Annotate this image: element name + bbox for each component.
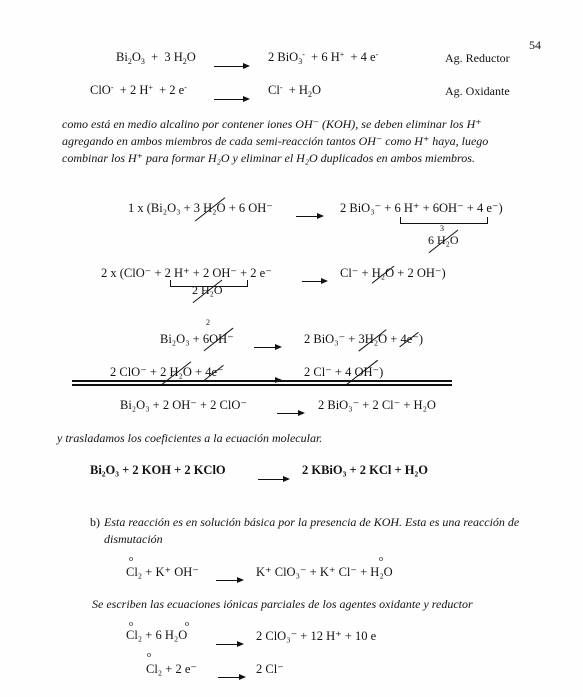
reaction-arrow [254,470,292,488]
equation-cl2-oxidation: Cl₂ + 6 H₂O [126,628,188,642]
equation-dismutation: Cl₂ + K⁺ OH⁻ [126,565,199,579]
reaction-arrow [273,404,307,422]
sum-rule [72,380,452,382]
reaction-arrow [212,571,246,589]
agent-label-oxidante: Ag. Oxidante [445,84,510,98]
section-b-marker: b) [90,515,100,529]
equation-molecular: Bi₂O₃ + 2 KOH + 2 KClO [90,463,226,477]
explanation-paragraph: como está en medio alcalino por contener iones OH⁻ (KOH), se deben eliminar los H⁺ agregando en ambos miembros de cada semi-reacción tantos OH⁻ como H⁺ haya, luego combinar los H⁺ para formar H₂O y eliminar el H₂O duplicados en ambos miembros. [62,117,489,165]
equation-clo-simplified: 2 ClO⁻ + 2 H₂O + 4e⁻ [110,365,224,379]
equation-bi2o3-oxidation: $Bi_2O_3 + 3$ $H_2O$ [116,50,196,66]
equation-ionic-sum: Bi₂O₃ + 2 OH⁻ + 2 ClO⁻ [120,398,247,412]
transfer-sentence: y trasladamos los coeficientes a la ecuación molecular. [57,431,323,445]
reaction-arrow [298,272,330,290]
equation-bi-simplified: Bi₂O₃ + 6OH⁻ [160,332,234,346]
agent-label-reductor: Ag. Reductor [445,51,510,65]
reaction-arrow [210,90,252,108]
reaction-arrow [250,338,284,356]
reaction-arrow [292,207,326,225]
reaction-arrow [214,668,248,686]
equation-clo-reduction: ClO- + 2 H+ + 2 e- [90,83,187,97]
reaction-arrow [210,57,252,75]
ionic-sentence: Se escriben las ecuaciones iónicas parciales de los agentes oxidante y reductor [92,597,473,611]
equation-clo-balanced-oh: 2 x (ClO⁻ + 2 H⁺ + 2 OH⁻ + 2 e⁻ [101,266,272,280]
equation-cl2-reduction: Cl₂ + 2 e⁻ [146,662,197,676]
equation-bi-balanced-oh: 1 x (Bi₂O₃ + 3 H₂O + 6 OH⁻ [128,201,273,215]
sum-rule [72,384,452,386]
section-b-paragraph: Esta reacción es en solución básica por la presencia de KOH. Esta es una reacción de dismutación [104,515,520,546]
brace [400,217,488,224]
page-number: 54 [529,38,541,52]
reaction-arrow [212,635,246,653]
